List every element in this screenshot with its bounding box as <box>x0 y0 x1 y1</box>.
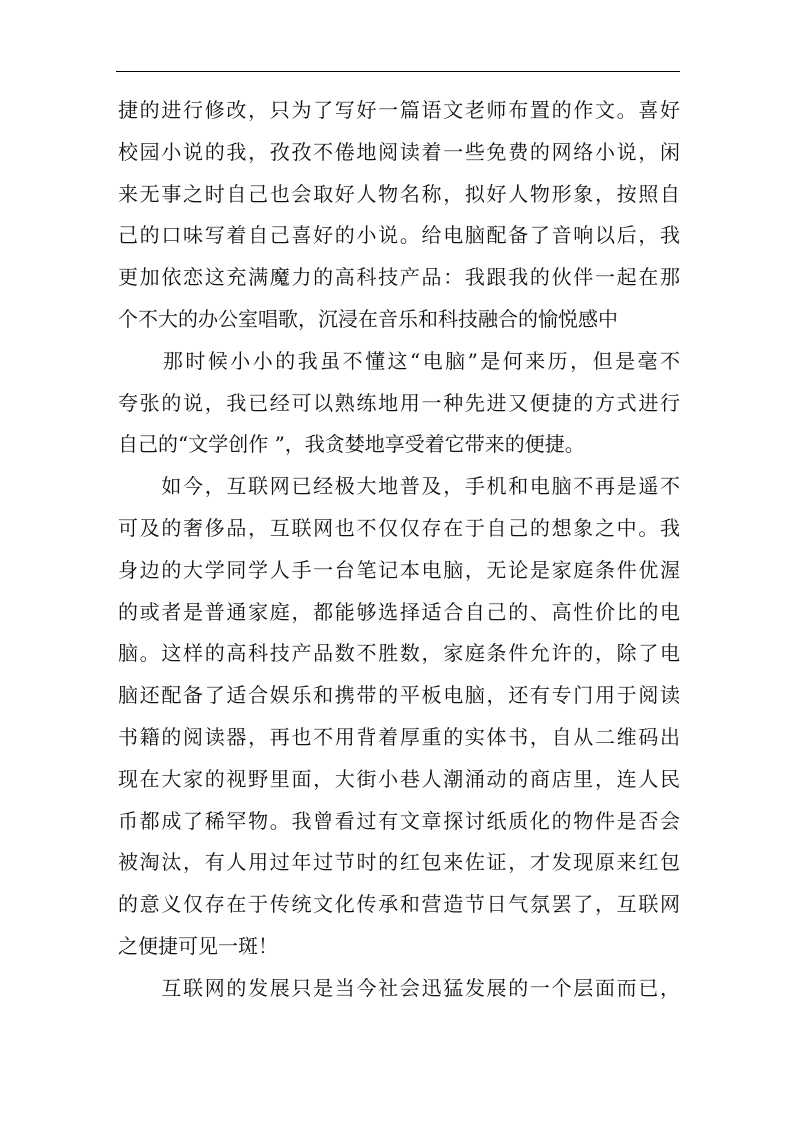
text-line-21: 之便捷可见一斑！ <box>118 933 278 958</box>
text-line-14: 脑。这样的高科技产品数不胜数，家庭条件允许的，除了电 <box>118 641 680 666</box>
text-line-18: 币都成了稀罕物。我曾看过有文章探讨纸质化的物件是否会 <box>118 808 680 833</box>
text-line-17: 现在大家的视野里面，大街小巷人潮涌动的商店里，连人民 <box>118 766 680 791</box>
text-line-16: 书籍的阅读器，再也不用背着厚重的实体书，自从二维码出 <box>118 724 680 749</box>
document-body <box>118 90 680 1010</box>
text-line-22: 互联网的发展只是当今社会迅猛发展的一个层面而已， <box>118 975 680 1000</box>
text-line-3: 来无事之时自己也会取好人物名称，拟好人物形象，按照自 <box>118 181 680 206</box>
header-rule <box>116 71 680 72</box>
text-line-19: 被淘汰，有人用过年过节时的红包来佐证，才发现原来红包 <box>118 850 680 875</box>
text-line-9: 自己的“文学创作 ”，我贪婪地享受着它带来的便捷。 <box>118 432 585 457</box>
text-line-10: 如今，互联网已经极大地普及，手机和电脑不再是遥不 <box>118 474 680 499</box>
text-line-1: 捷的进行修改，只为了写好一篇语文老师布置的作文。喜好 <box>118 98 680 122</box>
text-line-7: 那时候小小的我虽不懂这“电脑”是何来历，但是毫不 <box>118 348 680 373</box>
text-line-2: 校园小说的我，孜孜不倦地阅读着一些免费的网络小说，闲 <box>118 139 680 164</box>
text-line-12: 身边的大学同学人手一台笔记本电脑，无论是家庭条件优渥 <box>118 557 680 582</box>
text-line-5: 更加依恋这充满魔力的高科技产品：我跟我的伙伴一起在那 <box>118 265 680 290</box>
text-line-8: 夸张的说，我已经可以熟练地用一种先进又便捷的方式进行 <box>118 390 680 415</box>
text-line-6: 个不大的办公室唱歌，沉浸在音乐和科技融合的愉悦感中 <box>118 306 618 331</box>
text-line-20: 的意义仅存在于传统文化传承和营造节日气氛罢了，互联网 <box>118 892 680 917</box>
text-line-13: 的或者是普通家庭，都能够选择适合自己的、高性价比的电 <box>118 599 680 624</box>
text-line-15: 脑还配备了适合娱乐和携带的平板电脑，还有专门用于阅读 <box>118 683 680 708</box>
text-line-11: 可及的奢侈品，互联网也不仅仅存在于自己的想象之中。我 <box>118 515 680 540</box>
text-line-4: 己的口味写着自己喜好的小说。给电脑配备了音响以后，我 <box>118 223 680 248</box>
